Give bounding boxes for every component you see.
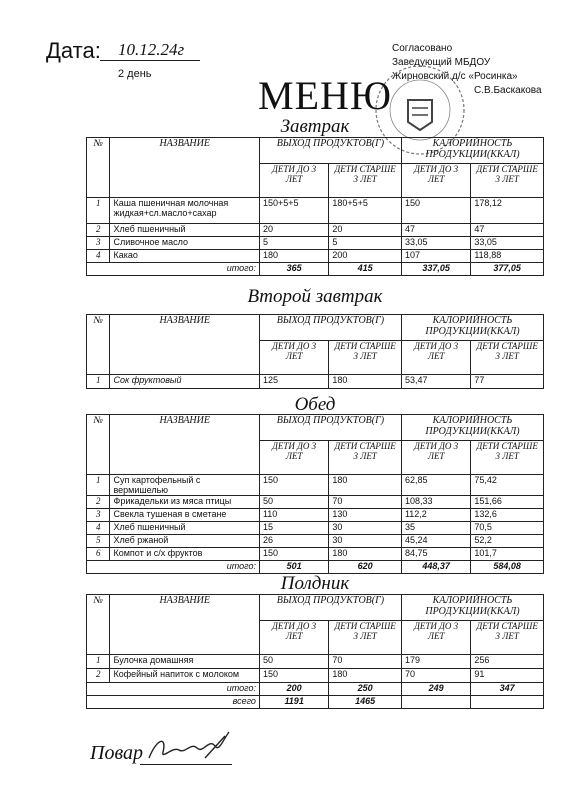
col-output: ВЫХОД ПРОДУКТОВ(Г)	[259, 138, 401, 164]
table-row: 4 Какао 180 200 107 118,88	[87, 250, 544, 263]
col-old: ДЕТИ СТАРШЕ 3 ЛЕТ	[329, 164, 402, 198]
section-title-snack: Полдник	[280, 573, 350, 594]
col-young: ДЕТИ ДО 3 ЛЕТ	[259, 621, 328, 655]
table-row: 5 Хлеб ржаной 26 30 45,24 52,2	[87, 535, 544, 548]
col-num: №	[87, 415, 110, 475]
lunch-table	[86, 414, 544, 574]
date-label: Дата:	[46, 38, 101, 63]
col-num: №	[87, 595, 110, 655]
table-row: 3 Свекла тушеная в сметане 110 130 112,2 132,6	[87, 509, 544, 522]
section-title-second-breakfast: Второй завтрак	[247, 286, 383, 307]
table-row: 1 Булочка домашняя 50 70 179 256	[87, 655, 544, 669]
approval-line-4: С.В.Баскакова	[474, 85, 542, 96]
col-output: ВЫХОД ПРОДУКТОВ(Г)	[259, 415, 401, 441]
col-young: ДЕТИ ДО 3 ЛЕТ	[401, 621, 470, 655]
col-old: ДЕТИ СТАРШЕ 3 ЛЕТ	[471, 621, 544, 655]
col-calories: КАЛОРИЙНОСТЬ ПРОДУКЦИИ(ККАЛ)	[401, 595, 543, 621]
table-row: 1 Сок фруктовый 125 180 53,47 77	[87, 375, 544, 389]
col-num: №	[87, 315, 110, 375]
col-old: ДЕТИ СТАРШЕ 3 ЛЕТ	[329, 621, 402, 655]
col-old: ДЕТИ СТАРШЕ 3 ЛЕТ	[471, 164, 544, 198]
total-row: итого: 200 250 249 347	[87, 683, 544, 696]
col-output: ВЫХОД ПРОДУКТОВ(Г)	[259, 595, 401, 621]
col-old: ДЕТИ СТАРШЕ 3 ЛЕТ	[471, 441, 544, 475]
col-output: ВЫХОД ПРОДУКТОВ(Г)	[259, 315, 401, 341]
col-calories: КАЛОРИЙНОСТЬ ПРОДУКЦИИ(ККАЛ)	[401, 138, 543, 164]
total-row: итого: 365 415 337,05 377,05	[87, 263, 544, 276]
second-breakfast-table	[86, 314, 544, 389]
grand-total-row: всего 1191 1465	[87, 696, 544, 709]
col-calories: КАЛОРИЙНОСТЬ ПРОДУКЦИИ(ККАЛ)	[401, 315, 543, 341]
table-row: 1 Каша пшеничная молочная жидкая+сл.масло+сахар 150+5+5 180+5+5 150 178,12	[87, 198, 544, 224]
col-num: №	[87, 138, 110, 198]
day-label: 2 день	[118, 68, 152, 80]
section-title-lunch: Обед	[294, 394, 336, 415]
col-name: НАЗВАНИЕ	[110, 415, 259, 475]
col-young: ДЕТИ ДО 3 ЛЕТ	[401, 341, 470, 375]
table-row: 2 Фрикадельки из мяса птицы 50 70 108,33 151,66	[87, 496, 544, 509]
approval-line-3: Жирновский д/с «Росинка»	[392, 71, 518, 82]
table-row: 1 Суп картофельный с вермишелью 150 180 62,85 75,42	[87, 475, 544, 496]
col-name: НАЗВАНИЕ	[110, 138, 259, 198]
col-young: ДЕТИ ДО 3 ЛЕТ	[401, 164, 470, 198]
col-old: ДЕТИ СТАРШЕ 3 ЛЕТ	[471, 341, 544, 375]
total-row: итого: 501 620 448,37 584,08	[87, 561, 544, 574]
page-title: МЕНЮ	[258, 73, 392, 118]
col-young: ДЕТИ ДО 3 ЛЕТ	[259, 164, 328, 198]
col-name: НАЗВАНИЕ	[110, 315, 259, 375]
col-young: ДЕТИ ДО 3 ЛЕТ	[401, 441, 470, 475]
cook-label: Повар	[90, 742, 143, 764]
col-old: ДЕТИ СТАРШЕ 3 ЛЕТ	[329, 341, 402, 375]
breakfast-table	[86, 137, 544, 276]
table-row: 3 Сливочное масло 5 5 33,05 33,05	[87, 237, 544, 250]
snack-table	[86, 594, 544, 709]
table-row: 6 Компот и с/х фруктов 150 180 84,75 101,7	[87, 548, 544, 561]
table-row: 2 Хлеб пшеничный 20 20 47 47	[87, 224, 544, 237]
col-name: НАЗВАНИЕ	[110, 595, 259, 655]
date-underline	[100, 60, 200, 61]
table-row: 4 Хлеб пшеничный 15 30 35 70,5	[87, 522, 544, 535]
table-row: 2 Кофейный напиток с молоком 150 180 70 91	[87, 669, 544, 683]
cook-signature	[145, 728, 235, 768]
col-old: ДЕТИ СТАРШЕ 3 ЛЕТ	[329, 441, 402, 475]
col-young: ДЕТИ ДО 3 ЛЕТ	[259, 341, 328, 375]
col-calories: КАЛОРИЙНОСТЬ ПРОДУКЦИИ(ККАЛ)	[401, 415, 543, 441]
approval-line-1: Согласовано	[392, 43, 453, 54]
section-title-breakfast: Завтрак	[280, 116, 350, 137]
approval-line-2: Заведующий МБДОУ	[392, 57, 491, 68]
col-young: ДЕТИ ДО 3 ЛЕТ	[259, 441, 328, 475]
date-value: 10.12.24г	[118, 40, 185, 59]
